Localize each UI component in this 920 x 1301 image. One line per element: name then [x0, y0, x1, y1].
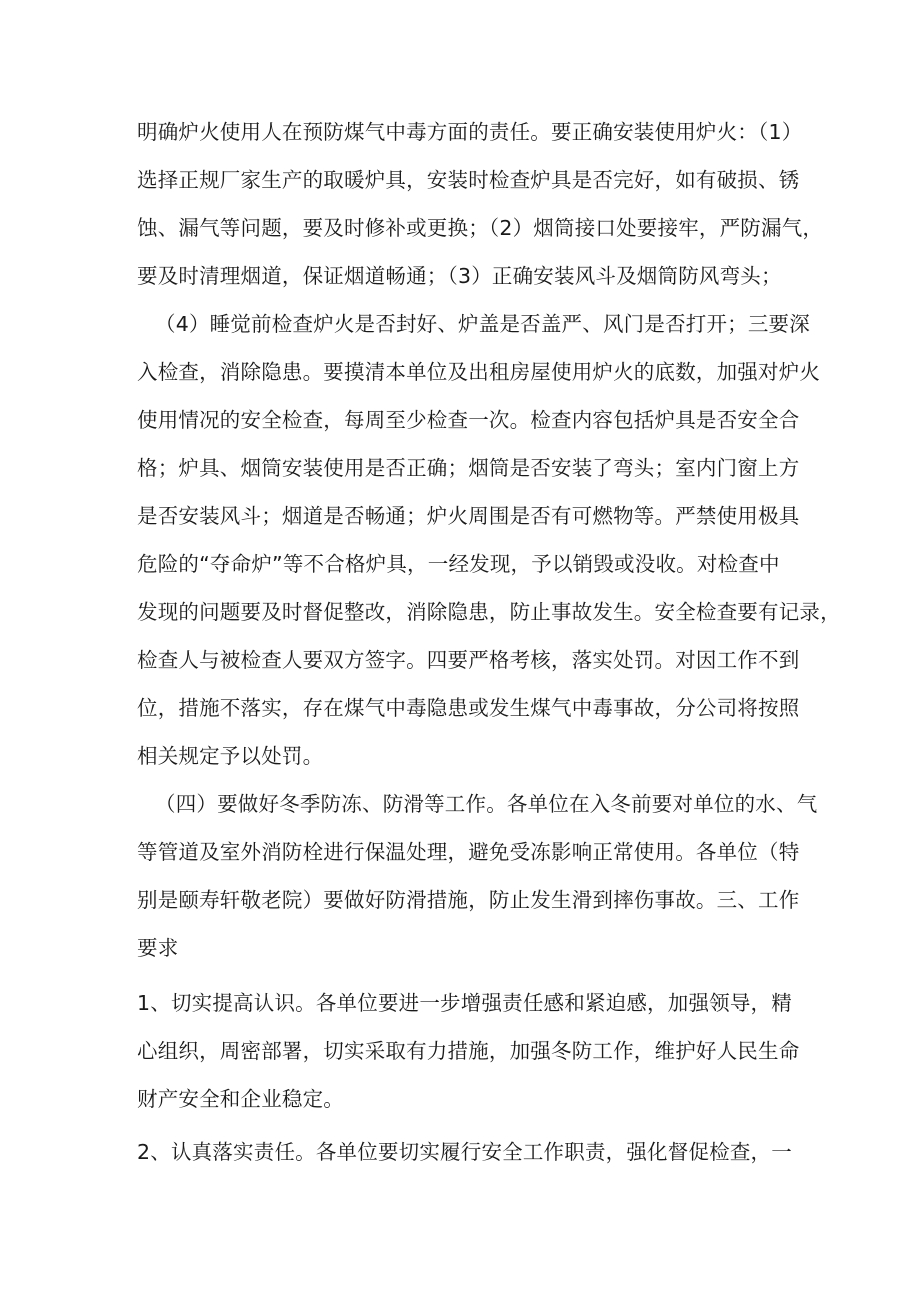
text-line: 位，措施不落实，存在煤气中毒隐患或发生煤气中毒事故，分公司将按照 — [137, 696, 800, 720]
text-line: 等管道及室外消防栓进行保温处理，避免受冻影响正常使用。各单位（特 — [137, 840, 800, 864]
text-line: 发现的问题要及时督促整改，消除隐患，防止事故发生。安全检查要有记录， — [137, 600, 841, 624]
paragraph-stove-install — [137, 108, 824, 300]
text-line: 检查人与被检查人要双方签字。四要严格考核，落实处罚。对因工作不到 — [137, 648, 800, 672]
text-line: 是否安装风斗；烟道是否畅通；炉火周围是否有可燃物等。严禁使用极具 — [137, 504, 800, 528]
paragraph-inspection — [137, 300, 841, 780]
text-line: 要求 — [137, 936, 179, 960]
text-line: 别是颐寿轩敬老院）要做好防滑措施，防止发生滑到摔伤事故。三、工作 — [137, 888, 800, 912]
text-line: 财产安全和企业稳定。 — [137, 1087, 344, 1111]
text-line: 入检查，消除隐患。要摸清本单位及出租房屋使用炉火的底数，加强对炉火 — [137, 360, 821, 384]
text-line: 心组织，周密部署，切实采取有力措施，加强冬防工作，维护好人民生命 — [137, 1039, 800, 1063]
text-line: 2、认真落实责任。各单位要切实履行安全工作职责，强化督促检查，一 — [137, 1140, 792, 1164]
text-line: 使用情况的安全检查，每周至少检查一次。检查内容包括炉具是否安全合 — [137, 408, 800, 432]
text-line: 相关规定予以处罚。 — [137, 744, 324, 768]
paragraph-winter-antifreeze — [137, 780, 818, 972]
text-line: 选择正规厂家生产的取暖炉具，安装时检查炉具是否完好，如有破损、锈 — [137, 168, 800, 192]
paragraph-item-1 — [137, 979, 800, 1123]
text-line: 要及时清理烟道，保证烟道畅通；（3）正确安装风斗及烟筒防风弯头； — [137, 264, 782, 288]
paragraph-item-2 — [137, 1128, 797, 1176]
text-line: 格；炉具、烟筒安装使用是否正确；烟筒是否安装了弯头；室内门窗上方 — [137, 456, 800, 480]
text-line: （四）要做好冬季防冻、防滑等工作。各单位在入冬前要对单位的水、气 — [155, 792, 818, 816]
text-line: 危险的“夺命炉”等不合格炉具，一经发现，予以销毁或没收。对检查中 — [137, 552, 780, 576]
text-line: 1、切实提高认识。各单位要进一步增强责任感和紧迫感，加强领导，精 — [137, 991, 792, 1015]
text-line: 明确炉火使用人在预防煤气中毒方面的责任。要正确安装使用炉火：（1） — [137, 120, 803, 144]
text-line: （4）睡觉前检查炉火是否封好、炉盖是否盖严、风门是否打开；三要深 — [155, 312, 810, 336]
text-line: 蚀、漏气等问题，要及时修补或更换；（2）烟筒接口处要接牢，严防漏气， — [137, 216, 824, 240]
